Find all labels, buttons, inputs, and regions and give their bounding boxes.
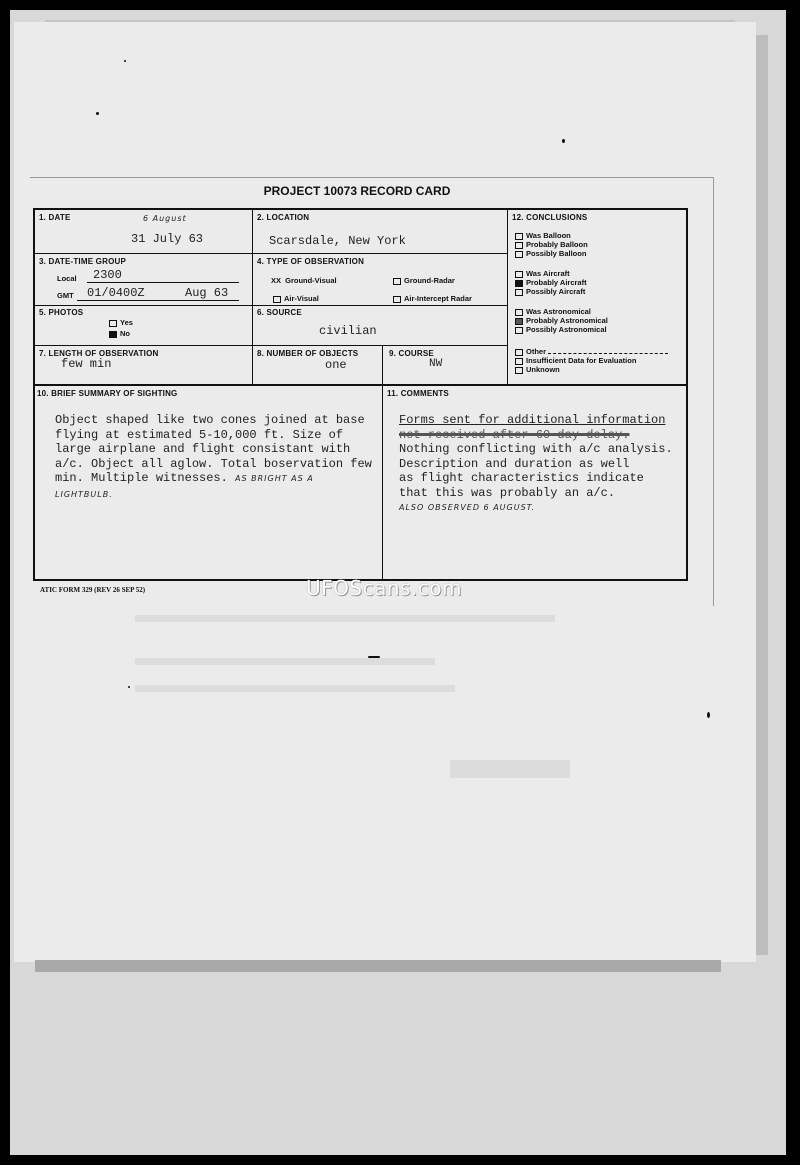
checkbox-marked-icon: XX [271,276,282,285]
bleed-through-text [450,760,570,778]
summary-handwritten-2: LIGHTBULB. [55,489,113,499]
date-handwritten-correction: 6 August [143,214,187,223]
course-value: NW [429,358,443,370]
option-air-visual[interactable] [273,294,319,303]
comments-cell [383,386,686,579]
form-id: ATIC FORM 329 (REV 26 SEP 52) [40,586,146,594]
photos-label: 5. PHOTOS [39,308,84,317]
option-probably-balloon[interactable] [515,240,588,249]
source-cell [253,306,508,346]
option-label: Possibly Balloon [526,249,587,258]
location-cell [253,210,508,254]
option-probably-aircraft[interactable] [515,278,587,287]
checkbox-icon [515,242,523,249]
option-was-balloon[interactable] [515,231,588,240]
checkbox-icon [273,296,281,303]
checkbox-scribbled-icon [515,318,523,325]
option-label: Air-Visual [284,294,319,303]
location-value: Scarsdale, New York [269,234,406,248]
bleed-through-text [135,658,435,665]
summary-handwritten-1: AS BRIGHT AS A [235,474,314,483]
number-of-objects-value: one [325,358,347,372]
summary-line [55,487,372,503]
summary-line: flying at estimated 5-10,000 ft. Size of [55,427,344,442]
option-label: Yes [120,318,133,327]
checkbox-icon [515,271,523,278]
option-label: Insufficient Data for Evaluation [526,356,637,365]
number-of-objects-cell [253,346,383,386]
comment-line: that this was probably an a/c. [399,485,616,500]
gmt-value: 01/0400Z [87,286,145,300]
checkbox-icon [515,327,523,334]
local-label: Local [57,274,77,283]
option-label: Was Aircraft [526,269,570,278]
date-time-group-cell [35,254,253,306]
watermark: UFOScans.com [306,576,462,600]
length-of-observation-cell [35,346,253,386]
summary-line: Object shaped like two cones joined at base [55,413,365,427]
gmt-label: GMT [57,291,74,300]
comments-text [399,413,673,516]
conclusion-group-aircraft [515,269,587,296]
source-label: 6. SOURCE [257,308,302,317]
length-of-observation-label: 7. LENGTH OF OBSERVATION [39,349,159,358]
checkbox-icon [515,367,523,374]
option-possibly-balloon[interactable] [515,249,588,258]
record-card [33,208,688,581]
summary-cell [35,386,383,579]
option-label: Ground-Visual [285,276,337,285]
option-label: Ground-Radar [404,276,455,285]
option-label: Other [526,347,547,356]
gmt-month: Aug 63 [185,286,229,300]
summary-label: 10. BRIEF SUMMARY OF SIGHTING [37,389,178,398]
option-label: Probably Aircraft [526,278,587,287]
local-value: 2300 [93,268,122,282]
conclusion-group-astronomical [515,307,608,334]
option-was-aircraft[interactable] [515,269,587,278]
dust-speck [124,60,126,62]
option-possibly-aircraft[interactable] [515,287,587,296]
option-label: Was Astronomical [526,307,591,316]
source-value: civilian [319,324,377,338]
summary-line [55,471,372,487]
option-unknown[interactable] [515,365,668,374]
date-value: 31 July 63 [131,232,204,246]
option-was-astronomical[interactable] [515,307,608,316]
dust-speck [96,112,99,115]
card-title: PROJECT 10073 RECORD CARD [263,184,451,198]
checkbox-icon [515,349,523,356]
comment-line: Nothing conflicting with a/c analysis. [399,442,673,456]
summary-text [55,413,372,502]
dust-speck [707,712,710,718]
course-label: 9. COURSE [389,349,434,358]
dust-speck [562,139,565,143]
comments-handwritten-note: ALSO OBSERVED 6 AUGUST. [399,503,536,512]
length-of-observation-value: few min [61,357,112,371]
option-label: Probably Astronomical [526,316,608,325]
course-cell [383,346,508,386]
option-label: Possibly Aircraft [526,287,586,296]
summary-line: a/c. Object all aglow. Total boservation few [55,456,372,471]
conclusions-label: 12. CONCLUSIONS [512,213,588,222]
checkbox-icon [515,251,523,258]
checkbox-checked-icon [515,280,523,287]
checkbox-icon [515,233,523,240]
checkbox-checked-icon [109,331,117,338]
checkbox-icon [515,289,523,296]
type-of-observation-label: 4. TYPE OF OBSERVATION [257,257,365,266]
option-probably-astronomical[interactable] [515,316,608,325]
option-other[interactable] [515,347,668,356]
bleed-through-text [135,615,555,622]
option-label: Possibly Astronomical [526,325,607,334]
date-label: 1. DATE [39,213,71,222]
bleed-through-text [135,685,455,692]
comment-line: as flight characteristics indicate [399,471,644,485]
option-label: No [120,329,130,338]
checkbox-icon [109,320,117,327]
option-label: Air-Intercept Radar [404,294,472,303]
checkbox-icon [393,296,401,303]
local-underline [87,282,239,283]
date-cell [35,210,253,254]
page-right-edge [756,35,768,955]
checkbox-icon [393,278,401,285]
option-photos-yes[interactable] [109,318,133,327]
comments-label: 11. COMMENTS [387,389,449,398]
comment-line: Forms sent for additional information [399,413,666,427]
option-label: Probably Balloon [526,240,588,249]
gmt-underline [77,300,239,301]
conclusions-cell [508,210,686,386]
summary-line-text: min. Multiple witnesses. [55,471,228,485]
checkbox-icon [515,309,523,316]
option-ground-visual[interactable] [271,276,337,285]
dust-speck [128,686,130,688]
location-label: 2. LOCATION [257,213,310,222]
option-label: Was Balloon [526,231,571,240]
option-ground-radar[interactable] [393,276,455,285]
photos-cell [35,306,253,346]
comment-line [399,500,673,516]
number-of-objects-label: 8. NUMBER OF OBJECTS [257,349,359,358]
option-possibly-astronomical[interactable] [515,325,608,334]
date-time-group-label: 3. DATE-TIME GROUP [39,257,127,266]
comment-line-struck: not received after 60 day delay. [399,427,630,442]
option-label: Unknown [526,365,560,374]
checkbox-icon [515,358,523,365]
option-air-intercept-radar[interactable] [393,294,472,303]
summary-line: large airplane and flight consistant with [55,442,351,456]
other-fill-line [548,353,668,354]
comment-line: Description and duration as well [399,456,630,471]
page-bottom-shadow [35,960,721,972]
type-of-observation-cell [253,254,508,306]
option-insufficient-data[interactable] [515,356,668,365]
conclusion-group-other [515,347,668,374]
conclusion-group-balloon [515,231,588,258]
option-photos-no[interactable] [109,329,130,338]
